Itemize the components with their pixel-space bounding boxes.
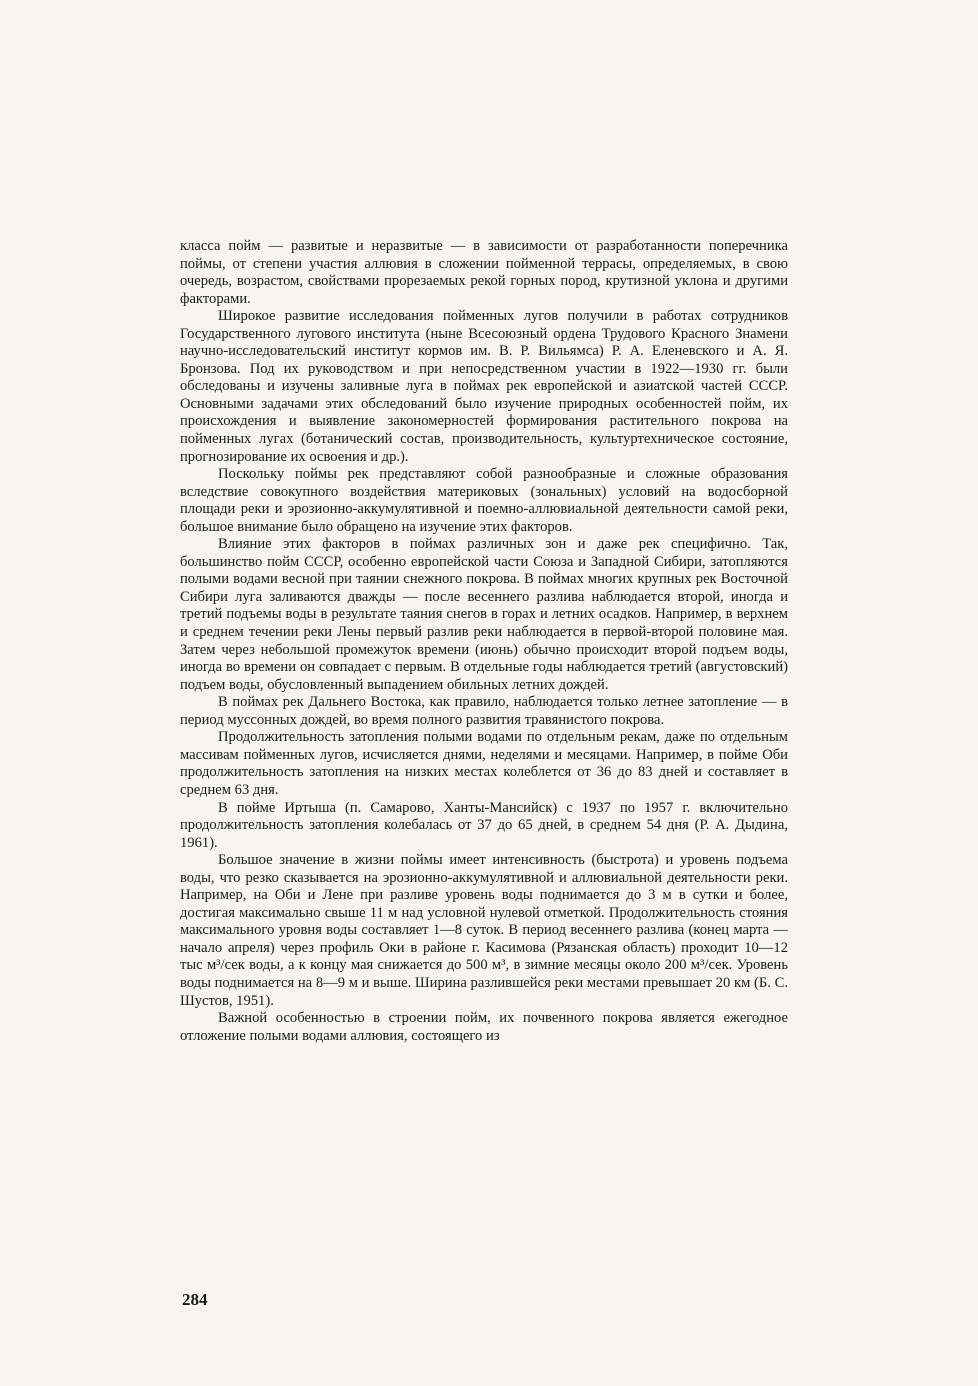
paragraph-9: Важной особенностью в строении пойм, их почвенного покрова является ежегодное отложение полыми водами аллювия, состоящего из [180,1010,788,1044]
paragraph-6: Продолжительность затопления полыми водами по отдельным рекам, даже по отдельным массивам пойменных лугов, исчисляется днями, неделями и месяцами. Например, в пойме Оби продолжительность затопления на низких местах колеблется от 36 до 83 дней и составляет в среднем 63 дня. [180,729,788,798]
paragraph-7: В пойме Иртыша (п. Самарово, Ханты-Мансийск) с 1937 по 1957 г. включительно продолжительность затопления колебалась от 37 до 65 дней, в среднем 54 дня (Р. А. Дыдина, 1961). [180,799,788,851]
paragraph-1: класса пойм — развитые и неразвитые — в зависимости от разработанности поперечника поймы, от степени участия аллювия в сложении пойменной террасы, определяемых, в свою очередь, возрастом, свойствами прорезаемых рекой горных пород, крутизной уклона и другими факторами. [180,238,788,307]
paragraph-3: Поскольку поймы рек представляют собой разнообразные и сложные образования вследствие совокупного воздействия материковых (зональных) условий на водосборной площади реки и эрозионно-аккумулятивной и поемно-аллювиальной деятельности самой реки, большое внимание было обращено на изучение этих факторов. [180,466,788,535]
paragraph-2: Широкое развитие исследования пойменных лугов получили в работах сотрудников Государственного лугового института (ныне Всесоюзный ордена Трудового Красного Знамени научно-исследовательский институт кормов им. В. Р. Вильямса) Р. А. Еленевского и А. Я. Бронзова. Под их руководством и при непосредственном участии в 1922—1930 гг. были обследованы и изучены заливные луга в поймах рек европейской и азиатской частей СССР. Основными задачами этих обследований было изучение природных особенностей пойм, их происхождения и выявление закономерностей формирования растительного покрова на пойменных лугах (ботанический состав, производительность, культуртехническое состояние, прогнозирование их освоения и др.). [180,308,788,465]
paragraph-5: В поймах рек Дальнего Востока, как правило, наблюдается только летнее затопление — в период муссонных дождей, во время полного развития травянистого покрова. [180,694,788,728]
paragraph-8: Большое значение в жизни поймы имеет интенсивность (быстрота) и уровень подъема воды, что резко сказывается на эрозионно-аккумулятивной и аллювиальной деятельности реки. Например, на Оби и Лене при разливе уровень воды поднимается до 3 м в сутки и более, достигая максимально свыше 11 м над условной нулевой отметкой. Продолжительность стояния максимального уровня воды составляет 1—8 суток. В период весеннего разлива (конец марта — начало апреля) через профиль Оки в районе г. Касимова (Рязанская область) проходит 10—12 тыс м³/сек воды, а к концу мая снижается до 500 м³, в зимние месяцы около 200 м³/сек. Уровень воды поднимается на 8—9 м и выше. Ширина разлившейся реки местами превышает 20 км (Б. С. Шустов, 1951). [180,852,788,1009]
paragraph-4: Влияние этих факторов в поймах различных зон и даже рек специфично. Так, большинство пойм СССР, особенно европейской части Союза и Западной Сибири, затопляются полыми водами весной при таянии снежного покрова. В поймах многих крупных рек Восточной Сибири луга заливаются дважды — после весеннего разлива наблюдается второй, иногда и третий подъемы воды в результате таяния снегов в горах и летних осадков. Например, в верхнем и среднем течении реки Лены первый разлив реки наблюдается в первой-второй половине мая. Затем через небольшой промежуток времени (июнь) обычно происходит второй подъем воды, иногда во времени он совпадает с первым. В отдельные годы наблюдается третий (августовский) подъем воды, обусловленный выпадением обильных летних дождей. [180,536,788,693]
body-text [180,238,788,1045]
page-number: 284 [182,1290,208,1309]
